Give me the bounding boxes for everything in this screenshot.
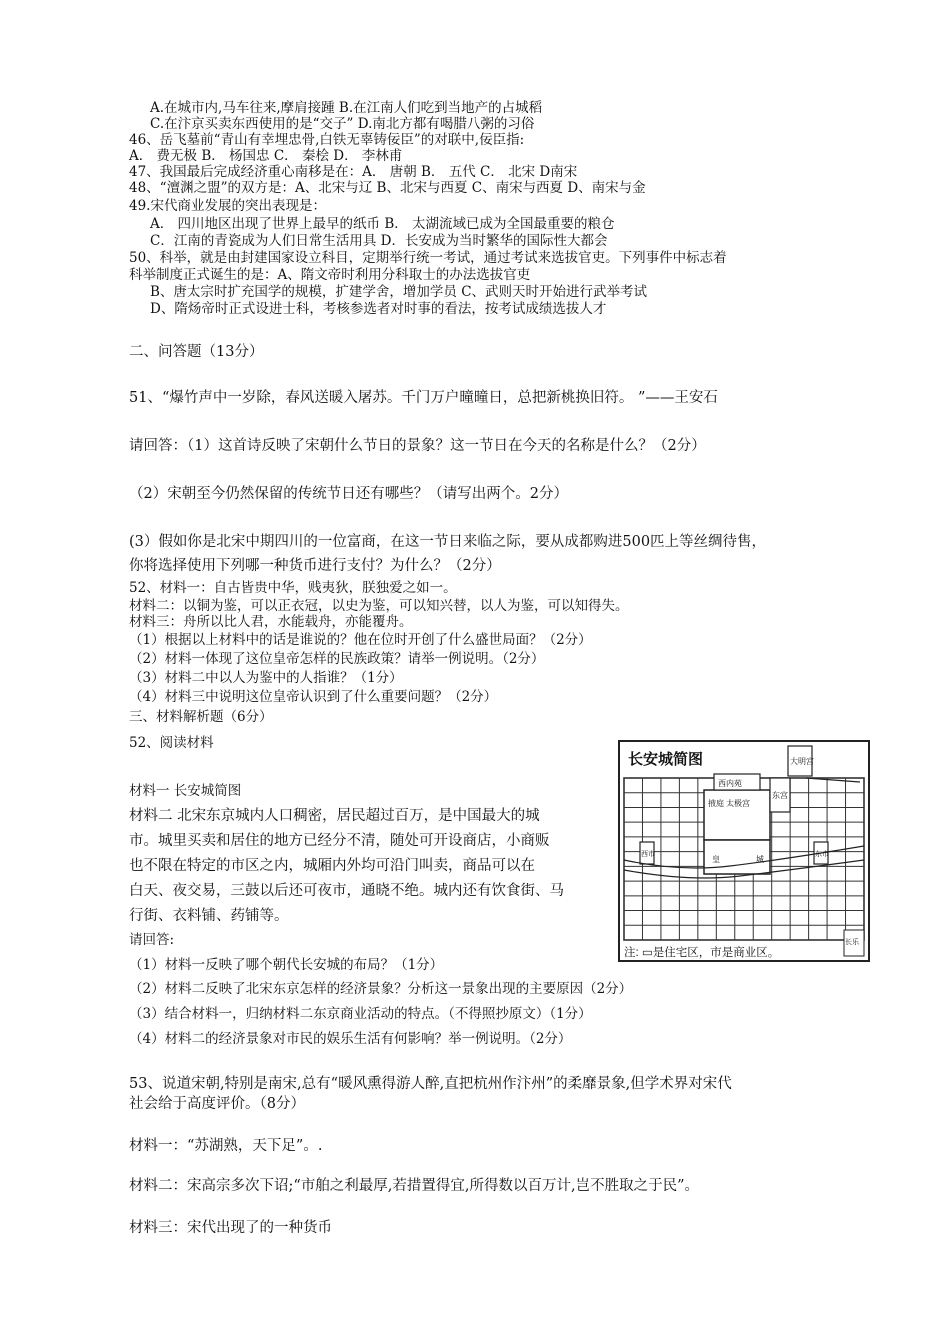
q50-options-bc: B、唐太宗时扩充国学的规模，扩建学舍，增加学员 C、武则天时开始进行武举考试	[150, 284, 648, 300]
q53-intro-b: 社会给于高度评价。（8分）	[129, 1096, 305, 1112]
section3-read-prompt: 52、阅读材料	[129, 735, 214, 751]
q50-option-d: D、隋炀帝时正式设进士科，考核参选者对时事的看法，按考试成绩选拔人才	[150, 301, 607, 317]
q48: 48、“澶渊之盟”的双方是：A、北宋与辽 B、北宋与西夏 C、南宋与西夏 D、南宋与金	[129, 180, 646, 196]
q49-stem: 49.宋代商业发展的突出表现是：	[129, 198, 326, 214]
q51-part1: 请回答：（1）这首诗反映了宋朝什么节日的景象？这一节日在今天的名称是什么？（2分）	[129, 438, 706, 454]
changan-map-drawing	[620, 742, 868, 960]
section3-material2-line2: 市。城里买卖和居住的地方已经分不清，随处可开设商店，小商贩	[129, 833, 550, 849]
q52-material3: 材料三：舟所以比人君，水能载舟，亦能覆舟。	[129, 614, 413, 630]
q51-part3-a: (3）假如你是北宋中期四川的一位富商，在这一节日来临之际，要从成都购进500匹上等丝绸待售，	[129, 534, 767, 550]
section3-q1: （1）材料一反映了哪个朝代长安城的布局？（1分）	[129, 957, 444, 973]
map-note: 注: ▭是住宅区，市是商业区。	[624, 947, 780, 959]
q45-options-cd: C.在汴京买卖东西使用的是“交子” D.南北方都有喝腊八粥的习俗	[150, 116, 535, 132]
q47: 47、我国最后完成经济重心南移是在：A． 唐朝 B． 五代 C． 北宋 D南宋	[129, 164, 578, 180]
q51-part3-b: 你将选择使用下列哪一种货币进行支付？为什么？（2分）	[129, 558, 501, 574]
q52-part4: （4）材料三中说明这位皇帝认识到了什么重要问题？（2分）	[129, 689, 498, 705]
q49-options-ab: A． 四川地区出现了世界上最早的纸币 B． 太湖流域已成为全国最重要的粮仓	[150, 216, 615, 232]
map-label-huang: 皇	[712, 855, 720, 864]
section3-material2-line4: 白天、夜交易，三鼓以后还可夜市，通晓不绝。城内还有饮食街、马	[129, 883, 564, 899]
q45-options-ab: A.在城市内,马车往来,摩肩接踵 B.在江南人们吃到当地产的占城稻	[150, 100, 543, 116]
section3-q4: （4）材料二的经济景象对市民的娱乐生活有何影响？举一例说明。（2分）	[129, 1031, 572, 1047]
map-label-east-market: 东市	[815, 851, 829, 858]
map-label-cheng: 城	[756, 855, 764, 864]
map-label-west-market: 西市	[641, 851, 655, 858]
map-label-yeting: 掖庭	[708, 799, 724, 808]
q52-part1: （1）根据以上材料中的话是谁说的？他在位时开创了什么盛世局面？（2分）	[129, 632, 592, 648]
section3-material1: 材料一 长安城简图	[129, 783, 242, 799]
section3-material2-line3: 也不限在特定的市区之内，城厢内外均可沿门叫卖，商品可以在	[129, 858, 535, 874]
section3-q3: （3）结合材料一，归纳材料二东京商业活动的特点。（不得照抄原文）（1分）	[129, 1006, 592, 1022]
q49-options-cd: C．江南的青瓷成为人们日常生活用具 D．长安成为当时繁华的国际性大都会	[150, 233, 608, 249]
q50-option-a: 科举制度正式诞生的是：A、隋文帝时利用分科取士的办法选拔官吏	[129, 267, 531, 283]
q52-material2: 材料二：以铜为鉴，可以正衣冠，以史为鉴，可以知兴替，以人为鉴，可以知得失。	[129, 598, 629, 614]
q52-part3: （3）材料二中以人为鉴中的人指谁？（1分）	[129, 670, 403, 686]
q50-stem: 50、科举，就是由封建国家设立科目，定期举行统一考试，通过考试来选拔官吏。下列事件中标志着	[129, 250, 727, 266]
q52-part2: （2）材料一体现了这位皇帝怎样的民族政策？请举一例说明。（2分）	[129, 651, 545, 667]
q53-material1: 材料一：“苏湖熟，天下足”。.	[129, 1138, 323, 1154]
q53-material3: 材料三：宋代出现了的一种货币	[129, 1220, 332, 1236]
section3-material2-line5: 行街、衣料铺、药铺等。	[129, 908, 289, 924]
map-label-changle: 长乐	[845, 939, 859, 946]
q46-stem: 46、岳飞墓前“青山有幸埋忠骨,白铁无辜铸佞臣”的对联中,佞臣指:	[129, 132, 525, 148]
section3-answer-prompt: 请回答:	[129, 932, 175, 948]
q53-intro-a: 53、说道宋朝,特别是南宋,总有“暖风熏得游人醉,直把杭州作汴州”的柔靡景象,但学术界对宋代	[129, 1076, 732, 1092]
q51-part2: （2）宋朝至今仍然保留的传统节日还有哪些？（请写出两个。2分）	[129, 486, 568, 502]
map-title: 长安城简图	[628, 751, 704, 768]
section3-title: 三、材料解析题（6分）	[129, 709, 273, 725]
section3-q2: （2）材料二反映了北宋东京怎样的经济景象？分析这一景象出现的主要原因（2分）	[129, 981, 633, 997]
q46-options: A． 费无极 B． 杨国忠 C． 秦桧 D． 李林甫	[129, 148, 403, 164]
map-label-daming: 大明宫	[790, 757, 814, 766]
map-label-dong: 东宫	[772, 791, 788, 800]
section2-title: 二、问答题（13分）	[129, 344, 264, 360]
section3-material2-line1: 材料二 北宋东京城内人口稠密，居民超过百万，是中国最大的城	[129, 808, 540, 824]
q53-material2: 材料二：宋高宗多次下诏;“市舶之利最厚,若措置得宜,所得数以百万计,岂不胜取之于民”。	[129, 1178, 700, 1194]
map-label-taiji: 太极宫	[726, 799, 750, 808]
changan-city-map	[618, 740, 870, 962]
map-label-xineiyuan: 西内苑	[718, 779, 742, 788]
q51-poem: 51、“爆竹声中一岁除，春风送暖入屠苏。千门万户曈曈日，总把新桃换旧符。 ”——王安石	[129, 390, 718, 406]
q52-material1: 52、材料一：自古皆贵中华，贱夷狄，朕独爱之如一。	[129, 580, 457, 596]
